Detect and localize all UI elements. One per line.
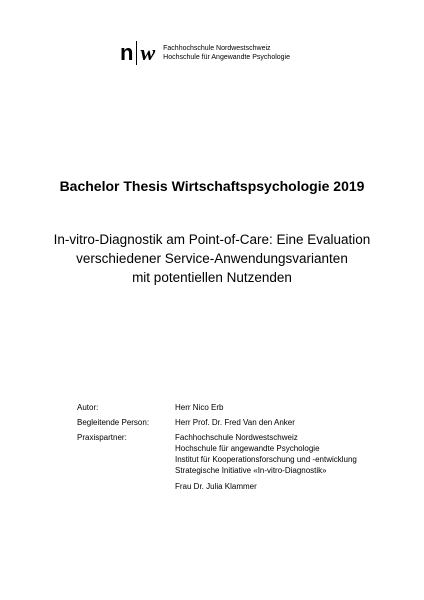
partner-line: Strategische Initiative «In-vitro-Diagnostik» xyxy=(175,466,327,475)
partner-line: Institut für Kooperationsforschung und -entwicklung xyxy=(175,455,357,464)
fhnw-logo-mark xyxy=(120,40,155,66)
partner-row xyxy=(77,432,357,492)
logo-divider xyxy=(136,41,137,65)
supervisor-row xyxy=(77,417,357,428)
logo-text xyxy=(163,44,290,62)
partner-line: Fachhochschule Nordwestschweiz xyxy=(175,433,298,442)
supervisor-label: Begleitende Person: xyxy=(77,418,150,427)
partner-values xyxy=(175,432,357,492)
partner-label: Praxispartner: xyxy=(77,433,127,442)
institution-logo xyxy=(120,40,290,66)
partner-contact: Frau Dr. Julia Klammer xyxy=(175,482,257,491)
thesis-title: Bachelor Thesis Wirtschaftspsychologie 2019 xyxy=(59,178,365,194)
subtitle-line-1: In-vitro-Diagnostik am Point-of-Care: Eine Evaluation xyxy=(53,232,371,247)
logo-line-2: Hochschule für Angewandte Psychologie xyxy=(163,54,290,61)
supervisor-value: Herr Prof. Dr. Fred Van den Anker xyxy=(175,418,295,427)
subtitle-line-3: mit potentiellen Nutzenden xyxy=(132,270,292,285)
author-value: Herr Nico Erb xyxy=(175,403,224,412)
thesis-subtitle xyxy=(0,230,424,287)
thesis-metadata xyxy=(77,402,357,496)
logo-line-1: Fachhochschule Nordwestschweiz xyxy=(163,45,271,52)
logo-letter-n: n xyxy=(120,40,134,65)
author-label: Autor: xyxy=(77,403,99,412)
logo-letter-w: w xyxy=(140,40,156,65)
partner-line: Hochschule für angewandte Psychologie xyxy=(175,444,320,453)
subtitle-line-2: verschiedener Service-Anwendungsvarianten xyxy=(76,251,348,266)
author-row xyxy=(77,402,357,413)
